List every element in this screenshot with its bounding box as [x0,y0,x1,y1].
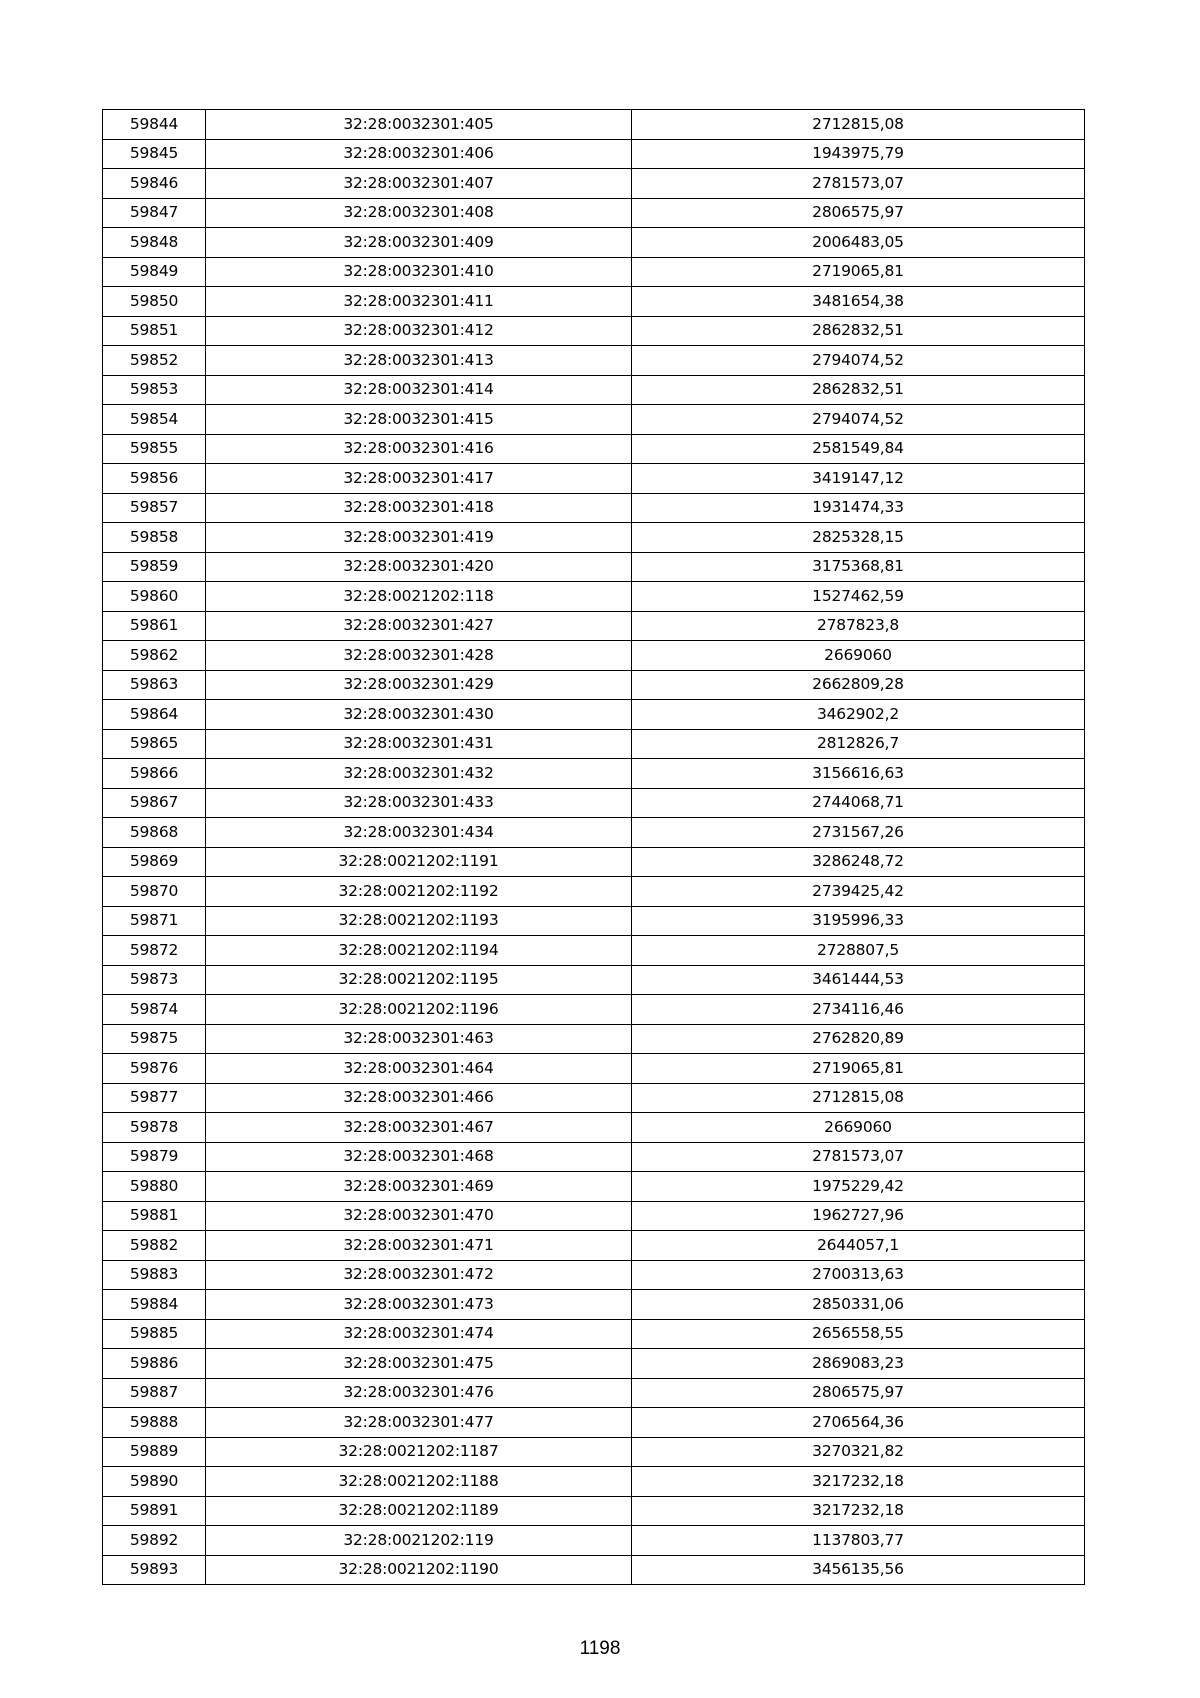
table-row [103,405,1085,435]
value-cell: 2731567,26 [632,818,1085,848]
table-row [103,139,1085,169]
value-cell: 3175368,81 [632,552,1085,582]
table-row [103,523,1085,553]
row-number-cell: 59858 [103,523,206,553]
row-number-cell: 59872 [103,936,206,966]
row-number-cell: 59888 [103,1408,206,1438]
row-number-cell: 59873 [103,965,206,995]
row-number-cell: 59875 [103,1024,206,1054]
value-cell: 2781573,07 [632,169,1085,199]
row-number-cell: 59877 [103,1083,206,1113]
cadastral-number-cell: 32:28:0021202:1188 [206,1467,632,1497]
row-number-cell: 59874 [103,995,206,1025]
value-cell: 2581549,84 [632,434,1085,464]
row-number-cell: 59868 [103,818,206,848]
value-cell: 2744068,71 [632,788,1085,818]
value-cell: 2656558,55 [632,1319,1085,1349]
cadastral-number-cell: 32:28:0032301:406 [206,139,632,169]
row-number-cell: 59861 [103,611,206,641]
table-row [103,257,1085,287]
cadastral-number-cell: 32:28:0032301:411 [206,287,632,317]
cadastral-number-cell: 32:28:0021202:1190 [206,1555,632,1585]
table-row [103,346,1085,376]
cadastral-number-cell: 32:28:0032301:427 [206,611,632,641]
cadastral-number-cell: 32:28:0032301:407 [206,169,632,199]
row-number-cell: 59869 [103,847,206,877]
page-number: 1198 [579,1638,621,1659]
value-cell: 2862832,51 [632,316,1085,346]
row-number-cell: 59891 [103,1496,206,1526]
row-number-cell: 59862 [103,641,206,671]
row-number-cell: 59851 [103,316,206,346]
cadastral-number-cell: 32:28:0032301:431 [206,729,632,759]
cadastral-number-cell: 32:28:0032301:428 [206,641,632,671]
value-cell: 3419147,12 [632,464,1085,494]
row-number-cell: 59884 [103,1290,206,1320]
cadastral-number-cell: 32:28:0032301:468 [206,1142,632,1172]
table-row [103,493,1085,523]
table-row [103,1231,1085,1261]
table-row [103,1260,1085,1290]
table-row [103,1201,1085,1231]
table-row [103,198,1085,228]
table-row [103,759,1085,789]
value-cell: 2794074,52 [632,405,1085,435]
cadastral-number-cell: 32:28:0032301:409 [206,228,632,258]
row-number-cell: 59889 [103,1437,206,1467]
row-number-cell: 59859 [103,552,206,582]
cadastral-number-cell: 32:28:0032301:408 [206,198,632,228]
row-number-cell: 59844 [103,110,206,140]
table-row [103,1349,1085,1379]
table-row [103,788,1085,818]
table-body [103,110,1085,1585]
table-row [103,729,1085,759]
row-number-cell: 59865 [103,729,206,759]
cadastral-number-cell: 32:28:0032301:471 [206,1231,632,1261]
cadastral-number-cell: 32:28:0032301:475 [206,1349,632,1379]
value-cell: 2762820,89 [632,1024,1085,1054]
cadastral-number-cell: 32:28:0021202:1195 [206,965,632,995]
value-cell: 2787823,8 [632,611,1085,641]
row-number-cell: 59892 [103,1526,206,1556]
value-cell: 3195996,33 [632,906,1085,936]
table-row [103,906,1085,936]
row-number-cell: 59860 [103,582,206,612]
value-cell: 1527462,59 [632,582,1085,612]
table-row [103,1054,1085,1084]
cadastral-number-cell: 32:28:0032301:419 [206,523,632,553]
table-row [103,877,1085,907]
cadastral-number-cell: 32:28:0021202:1196 [206,995,632,1025]
table-row [103,611,1085,641]
value-cell: 3217232,18 [632,1467,1085,1497]
value-cell: 2712815,08 [632,110,1085,140]
value-cell: 2662809,28 [632,670,1085,700]
value-cell: 2850331,06 [632,1290,1085,1320]
table-row [103,1172,1085,1202]
table-row [103,552,1085,582]
value-cell: 2669060 [632,641,1085,671]
cadastral-number-cell: 32:28:0032301:413 [206,346,632,376]
cadastral-number-cell: 32:28:0032301:417 [206,464,632,494]
value-cell: 2700313,63 [632,1260,1085,1290]
table-row [103,936,1085,966]
table-row [103,582,1085,612]
table-row [103,1024,1085,1054]
table-row [103,169,1085,199]
value-cell: 2728807,5 [632,936,1085,966]
row-number-cell: 59847 [103,198,206,228]
table-row [103,1113,1085,1143]
cadastral-number-cell: 32:28:0032301:429 [206,670,632,700]
cadastral-number-cell: 32:28:0032301:432 [206,759,632,789]
row-number-cell: 59876 [103,1054,206,1084]
cadastral-number-cell: 32:28:0032301:473 [206,1290,632,1320]
value-cell: 3481654,38 [632,287,1085,317]
data-table [102,109,1085,1585]
value-cell: 2006483,05 [632,228,1085,258]
cadastral-number-cell: 32:28:0021202:1187 [206,1437,632,1467]
value-cell: 2781573,07 [632,1142,1085,1172]
row-number-cell: 59855 [103,434,206,464]
table-row [103,818,1085,848]
row-number-cell: 59882 [103,1231,206,1261]
table-row [103,670,1085,700]
row-number-cell: 59850 [103,287,206,317]
value-cell: 2806575,97 [632,198,1085,228]
table-row [103,847,1085,877]
cadastral-number-cell: 32:28:0032301:467 [206,1113,632,1143]
value-cell: 1962727,96 [632,1201,1085,1231]
value-cell: 3217232,18 [632,1496,1085,1526]
table-row [103,965,1085,995]
cadastral-number-cell: 32:28:0032301:476 [206,1378,632,1408]
cadastral-number-cell: 32:28:0032301:466 [206,1083,632,1113]
row-number-cell: 59881 [103,1201,206,1231]
value-cell: 3456135,56 [632,1555,1085,1585]
row-number-cell: 59853 [103,375,206,405]
value-cell: 3461444,53 [632,965,1085,995]
row-number-cell: 59885 [103,1319,206,1349]
cadastral-number-cell: 32:28:0032301:477 [206,1408,632,1438]
cadastral-number-cell: 32:28:0032301:418 [206,493,632,523]
row-number-cell: 59880 [103,1172,206,1202]
table-row [103,1378,1085,1408]
value-cell: 2869083,23 [632,1349,1085,1379]
row-number-cell: 59849 [103,257,206,287]
row-number-cell: 59878 [103,1113,206,1143]
value-cell: 2794074,52 [632,346,1085,376]
value-cell: 3462902,2 [632,700,1085,730]
value-cell: 2669060 [632,1113,1085,1143]
value-cell: 2706564,36 [632,1408,1085,1438]
cadastral-number-cell: 32:28:0032301:416 [206,434,632,464]
table-row [103,464,1085,494]
cadastral-number-cell: 32:28:0032301:434 [206,818,632,848]
table-row [103,1437,1085,1467]
value-cell: 2719065,81 [632,257,1085,287]
cadastral-number-cell: 32:28:0021202:1191 [206,847,632,877]
table-row [103,316,1085,346]
cadastral-number-cell: 32:28:0032301:433 [206,788,632,818]
value-cell: 2644057,1 [632,1231,1085,1261]
row-number-cell: 59846 [103,169,206,199]
value-cell: 2862832,51 [632,375,1085,405]
cadastral-number-cell: 32:28:0021202:1189 [206,1496,632,1526]
cadastral-number-cell: 32:28:0032301:464 [206,1054,632,1084]
table-row [103,110,1085,140]
row-number-cell: 59852 [103,346,206,376]
row-number-cell: 59879 [103,1142,206,1172]
cadastral-number-cell: 32:28:0032301:463 [206,1024,632,1054]
row-number-cell: 59857 [103,493,206,523]
row-number-cell: 59845 [103,139,206,169]
table-row [103,1467,1085,1497]
row-number-cell: 59893 [103,1555,206,1585]
table-row [103,1408,1085,1438]
cadastral-number-cell: 32:28:0032301:420 [206,552,632,582]
cadastral-number-cell: 32:28:0032301:474 [206,1319,632,1349]
cadastral-number-cell: 32:28:0032301:472 [206,1260,632,1290]
cadastral-number-cell: 32:28:0032301:412 [206,316,632,346]
table-row [103,434,1085,464]
cadastral-number-cell: 32:28:0032301:470 [206,1201,632,1231]
value-cell: 2719065,81 [632,1054,1085,1084]
table-row [103,1083,1085,1113]
row-number-cell: 59864 [103,700,206,730]
table-row [103,1526,1085,1556]
value-cell: 2812826,7 [632,729,1085,759]
cadastral-number-cell: 32:28:0032301:410 [206,257,632,287]
value-cell: 2825328,15 [632,523,1085,553]
table-row [103,287,1085,317]
table-row [103,1142,1085,1172]
cadastral-number-cell: 32:28:0021202:119 [206,1526,632,1556]
row-number-cell: 59871 [103,906,206,936]
value-cell: 2739425,42 [632,877,1085,907]
table-row [103,228,1085,258]
cadastral-number-cell: 32:28:0021202:1194 [206,936,632,966]
value-cell: 2712815,08 [632,1083,1085,1113]
row-number-cell: 59870 [103,877,206,907]
cadastral-number-cell: 32:28:0032301:414 [206,375,632,405]
value-cell: 2734116,46 [632,995,1085,1025]
row-number-cell: 59854 [103,405,206,435]
row-number-cell: 59848 [103,228,206,258]
table-row [103,700,1085,730]
table-row [103,1290,1085,1320]
row-number-cell: 59886 [103,1349,206,1379]
table-row [103,1555,1085,1585]
value-cell: 2806575,97 [632,1378,1085,1408]
table-row [103,1496,1085,1526]
cadastral-number-cell: 32:28:0032301:415 [206,405,632,435]
value-cell: 3286248,72 [632,847,1085,877]
table-row [103,995,1085,1025]
cadastral-number-cell: 32:28:0032301:430 [206,700,632,730]
cadastral-number-cell: 32:28:0032301:469 [206,1172,632,1202]
row-number-cell: 59883 [103,1260,206,1290]
cadastral-number-cell: 32:28:0021202:1193 [206,906,632,936]
table-row [103,1319,1085,1349]
cadastral-number-cell: 32:28:0021202:1192 [206,877,632,907]
value-cell: 1931474,33 [632,493,1085,523]
value-cell: 1943975,79 [632,139,1085,169]
row-number-cell: 59887 [103,1378,206,1408]
table-row [103,641,1085,671]
row-number-cell: 59890 [103,1467,206,1497]
row-number-cell: 59863 [103,670,206,700]
value-cell: 3156616,63 [632,759,1085,789]
row-number-cell: 59867 [103,788,206,818]
row-number-cell: 59856 [103,464,206,494]
cadastral-number-cell: 32:28:0032301:405 [206,110,632,140]
table-row [103,375,1085,405]
row-number-cell: 59866 [103,759,206,789]
value-cell: 3270321,82 [632,1437,1085,1467]
cadastral-number-cell: 32:28:0021202:118 [206,582,632,612]
value-cell: 1137803,77 [632,1526,1085,1556]
value-cell: 1975229,42 [632,1172,1085,1202]
